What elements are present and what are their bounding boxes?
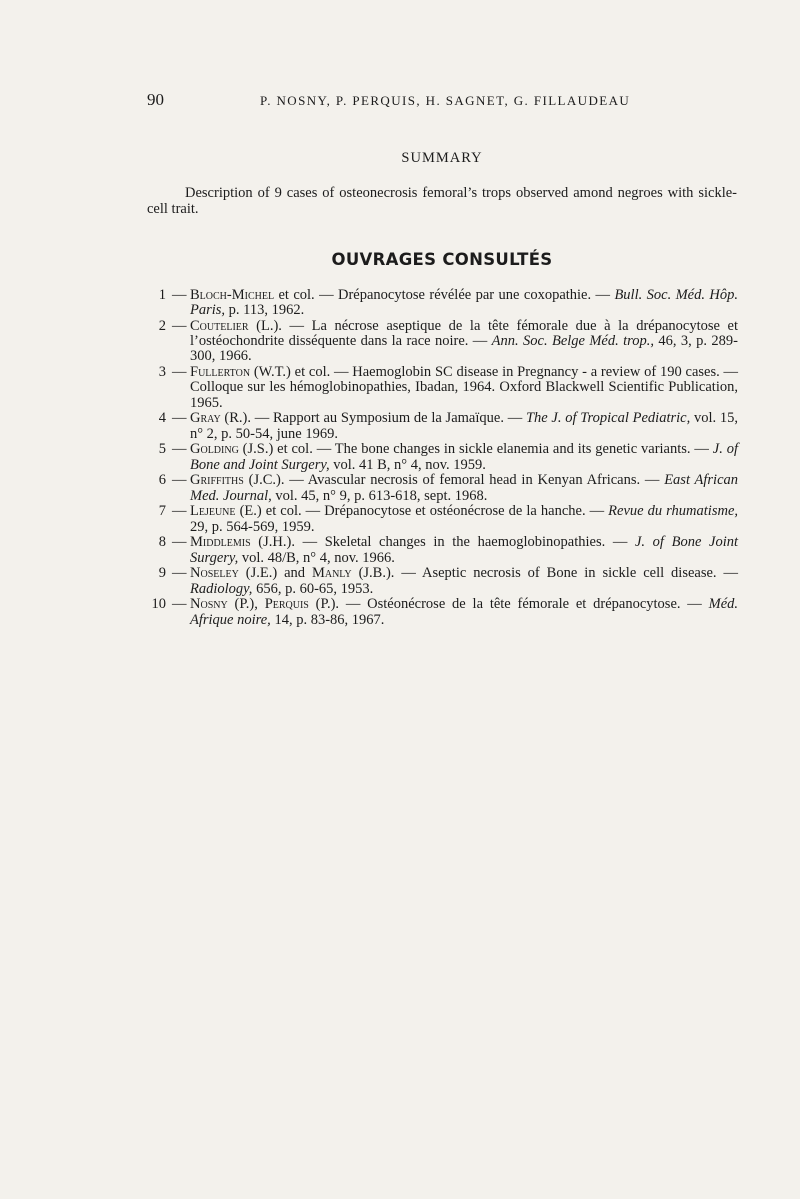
reference-text	[190, 504, 738, 534]
reference-detail: (J.S.) et col. — The bone changes in sickle elanemia and its genetic variants. —	[238, 441, 713, 458]
reference-journal: Ann. Soc. Belge Méd. trop.,	[491, 333, 655, 350]
reference-text	[190, 473, 738, 503]
reference-text	[190, 566, 738, 596]
reference-detail: p. 113, 1962.	[225, 302, 305, 319]
reference-detail: (J.H.). — Skeletal changes in the haemoglobinopathies. —	[250, 534, 635, 551]
reference-text	[190, 442, 738, 472]
reference-detail: et col. — Drépanocytose révélée par une coxopathie. —	[274, 287, 615, 303]
reference-dash: —	[172, 441, 187, 458]
page-number: 90	[147, 90, 164, 109]
reference-dash: —	[172, 318, 187, 334]
reference-item	[144, 411, 738, 441]
reference-detail: (R.). — Rapport au Symposium de la Jamaïque. —	[220, 410, 526, 427]
running-head: P. NOSNY, P. PERQUIS, H. SAGNET, G. FILLAUDEAU	[260, 93, 631, 108]
reference-number: 5	[158, 441, 166, 458]
reference-journal: The J. of Tropical Pediatric,	[525, 410, 691, 427]
reference-detail: vol. 41 B, n° 4, nov. 1959.	[329, 456, 486, 473]
reference-number: 7	[158, 503, 166, 520]
references-heading: OUVRAGES CONSULTÉS	[331, 250, 553, 269]
reference-item	[144, 566, 738, 596]
reference-detail: (J.B.). — Aseptic necrosis of Bone in sickle cell disease. —	[351, 565, 738, 582]
reference-dash: —	[172, 596, 187, 613]
reference-dash: —	[172, 534, 187, 551]
reference-author: Gray	[190, 410, 221, 427]
reference-detail: (J.E.) and	[238, 565, 312, 582]
reference-dash: —	[172, 472, 187, 489]
reference-dash: —	[172, 565, 187, 582]
reference-dash: —	[172, 364, 187, 381]
summary-paragraph: Description of 9 cases of osteonecrosis femoral’s trops observed amond negroes with sickle-cell trait.	[147, 185, 737, 217]
reference-journal: J. of Bone Joint Surgery,	[190, 534, 738, 566]
reference-detail: (E.) et col. — Drépanocytose et ostéonécrose de la hanche. —	[235, 503, 609, 520]
reference-text	[190, 597, 738, 627]
reference-detail: (L.). — La nécrose aseptique de la tête fémorale due à la drépanocytose et l’ostéochondrite disséquente dans la race noire. —	[190, 318, 738, 350]
reference-item	[144, 288, 738, 318]
reference-detail: vol. 48/B, n° 4, nov. 1966.	[238, 549, 395, 566]
reference-detail: 29, p. 564-569, 1959.	[190, 518, 315, 535]
reference-text	[190, 411, 738, 441]
reference-item	[144, 597, 738, 627]
reference-author: Nosny	[190, 596, 228, 613]
reference-text	[190, 288, 738, 318]
reference-dash: —	[172, 410, 187, 427]
reference-item	[144, 535, 738, 565]
reference-dash: —	[172, 287, 187, 303]
reference-author: Fullerton	[190, 364, 251, 381]
reference-number: 8	[158, 534, 166, 551]
reference-author: Manly	[311, 565, 352, 582]
reference-author: Coutelier	[190, 318, 249, 334]
page-header	[147, 90, 739, 114]
reference-text	[190, 535, 738, 565]
reference-author: Middlemis	[190, 534, 251, 551]
reference-number: 3	[158, 364, 166, 381]
reference-journal: J. of Bone and Joint Surgery,	[190, 441, 738, 473]
reference-journal: Revue du rhumatisme,	[608, 503, 739, 520]
reference-number: 10	[151, 596, 166, 613]
reference-text	[190, 319, 738, 365]
reference-number: 1	[158, 287, 166, 303]
reference-author: Perquis	[264, 596, 309, 613]
reference-dash: —	[172, 503, 187, 520]
reference-item	[144, 442, 738, 472]
reference-number: 6	[158, 472, 166, 489]
reference-item	[144, 319, 738, 365]
summary-heading: SUMMARY	[401, 150, 483, 166]
reference-list	[144, 288, 738, 628]
reference-detail: (P.). — Ostéonécrose de la tête fémorale et drépanocytose. —	[308, 596, 709, 613]
reference-number: 2	[158, 318, 166, 334]
reference-detail: (J.C.). — Avascular necrosis of femoral head in Kenyan Africans. —	[243, 472, 665, 489]
reference-author: Golding	[190, 441, 239, 458]
reference-item	[144, 473, 738, 503]
reference-journal: East African Med. Journal,	[190, 472, 739, 504]
reference-journal: Méd. Afrique noire,	[190, 596, 739, 628]
reference-detail: 14, p. 83-86, 1967.	[270, 611, 385, 628]
reference-detail: vol. 15, n° 2, p. 50-54, june 1969.	[190, 410, 738, 442]
reference-author: Lejeune	[190, 503, 236, 520]
reference-text	[190, 365, 738, 411]
reference-journal: Bull. Soc. Méd. Hôp. Paris,	[190, 287, 738, 319]
reference-author: Noseley	[190, 565, 239, 582]
reference-number: 9	[158, 565, 166, 582]
reference-detail: vol. 45, n° 9, p. 613-618, sept. 1968.	[271, 487, 488, 504]
reference-author: Bloch-Michel	[190, 287, 275, 303]
reference-detail: (P.),	[227, 596, 265, 613]
reference-detail: (W.T.) et col. — Haemoglobin SC disease in Pregnancy - a review of 190 cases. — Colloque sur les hémoglobinopathies, Ibadan, 1964. Oxford Blackwell Scientific Publication, 1965.	[190, 364, 738, 411]
reference-item	[144, 365, 738, 411]
reference-item	[144, 504, 738, 534]
reference-author: Griffiths	[190, 472, 244, 489]
reference-number: 4	[158, 410, 166, 427]
reference-detail: 656, p. 60-65, 1953.	[252, 580, 374, 597]
reference-journal: Radiology,	[190, 580, 253, 597]
reference-detail: 46, 3, p. 289-300, 1966.	[190, 333, 738, 365]
